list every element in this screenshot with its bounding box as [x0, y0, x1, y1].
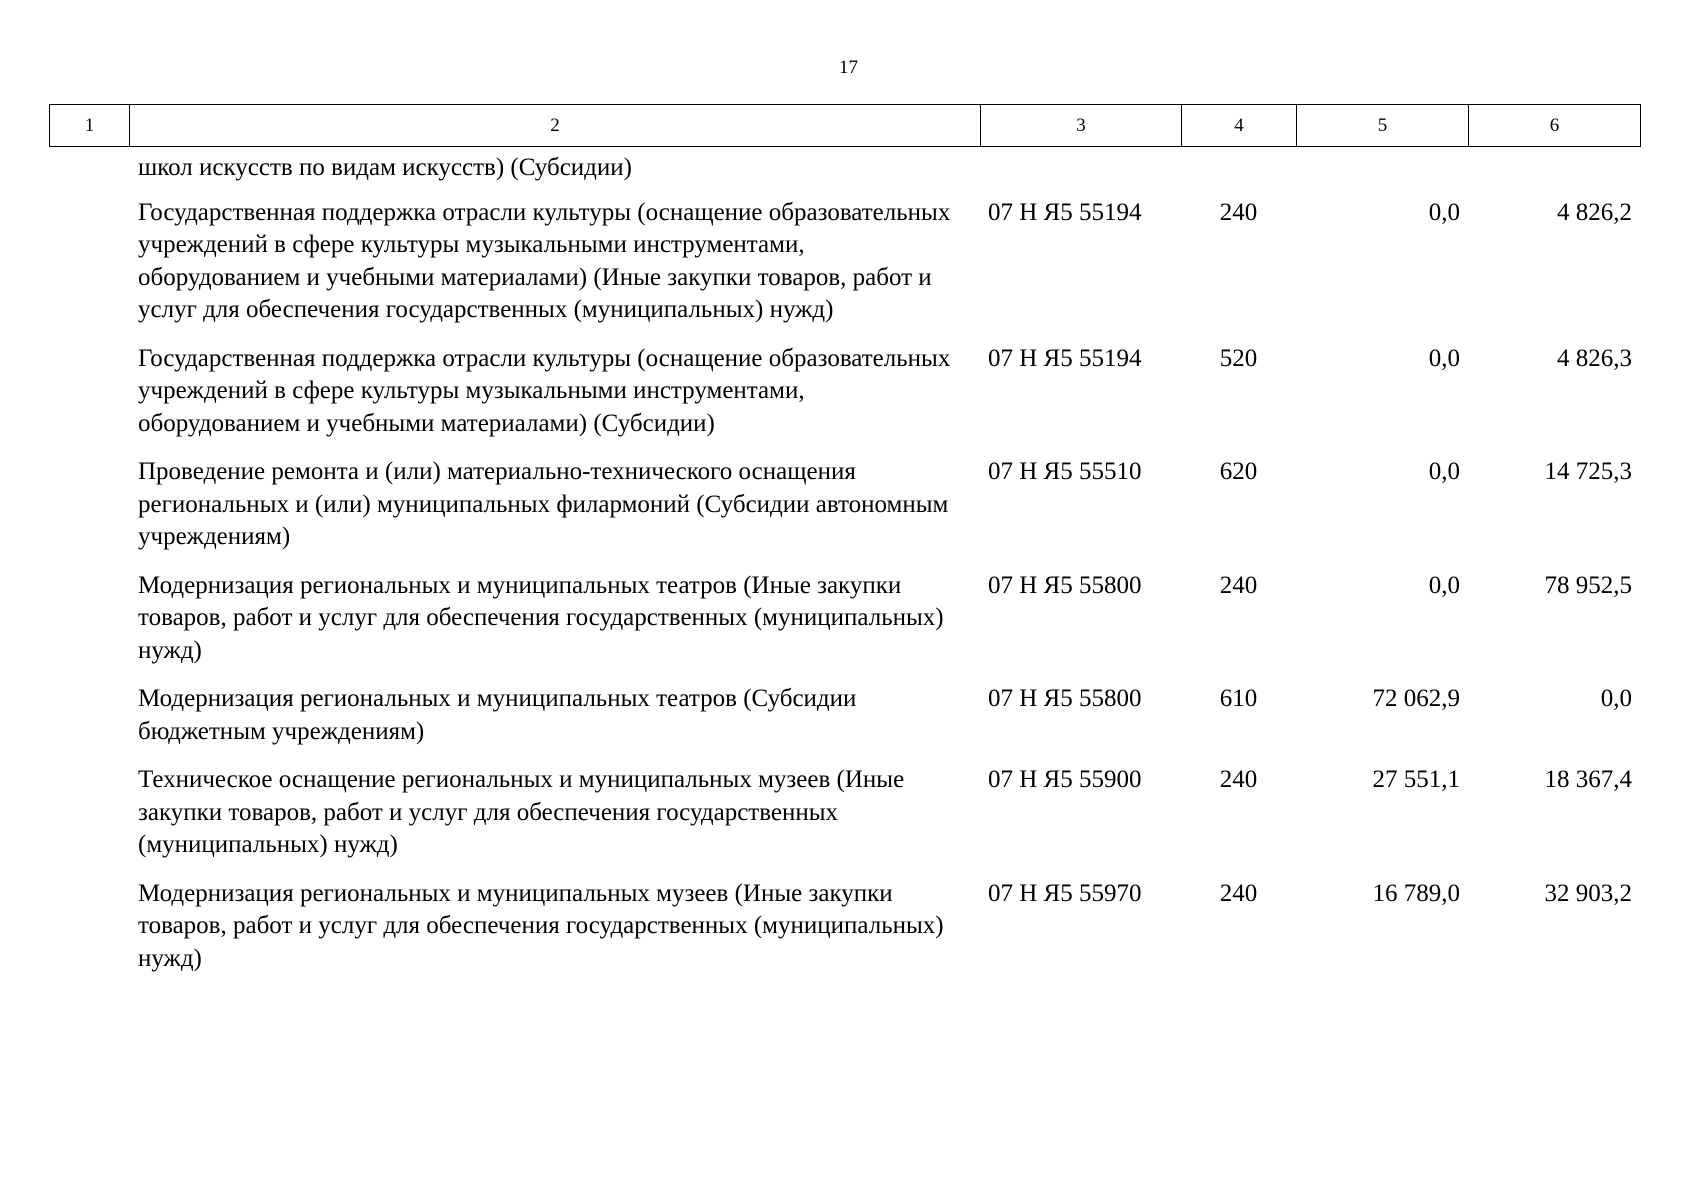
- continuation-text: школ искусств по видам искусств) (Субсидии): [138, 154, 632, 181]
- table-row: [49, 764, 1640, 878]
- row-target-code: 07 Н Я5 55510: [988, 458, 1142, 485]
- row-target-code: 07 Н Я5 55800: [988, 685, 1142, 712]
- row-expense-type: 240: [1219, 198, 1258, 226]
- row-target-code: 07 Н Я5 55194: [988, 344, 1142, 372]
- row-amount-col6: 0,0: [1600, 685, 1632, 712]
- header-row: [50, 105, 1641, 147]
- row-expense-type: 520: [1219, 344, 1258, 372]
- table-row: [49, 456, 1640, 570]
- row-amount-col6: 18 367,4: [1544, 766, 1632, 793]
- row-target-code: 07 Н Я5 55970: [988, 879, 1142, 907]
- budget-table: [49, 152, 1640, 991]
- row-amount-col5: 0,0: [1428, 198, 1460, 226]
- row-description: Модернизация региональных и муниципальных музеев (Иные закупки товаров, работ и услуг для обеспечения государственных (муниципальных) нужд): [138, 879, 944, 972]
- row-description: Техническое оснащение региональных и муниципальных музеев (Иные закупки товаров, работ и услуг для обеспечения государственных (муниципальных) нужд): [138, 766, 905, 858]
- row-amount-col6: 78 952,5: [1544, 571, 1632, 599]
- header-col-4: 4: [1182, 105, 1297, 147]
- row-description: Государственная поддержка отрасли культуры (оснащение образовательных учреждений в сфере культуры музыкальными инструментами, оборудованием и учебными материалами) (Субсидии): [138, 344, 951, 437]
- row-expense-type: 240: [1219, 571, 1258, 599]
- table-row: [49, 570, 1640, 684]
- row-amount-col6: 14 725,3: [1544, 458, 1632, 485]
- row-description: Модернизация региональных и муниципальных театров (Иные закупки товаров, работ и услуг для обеспечения государственных (муниципальных) нужд): [138, 571, 944, 664]
- table-row: [49, 683, 1640, 764]
- page-number: 17: [839, 57, 858, 78]
- header-col-1: 1: [50, 105, 130, 147]
- row-target-code: 07 Н Я5 55194: [988, 198, 1142, 226]
- row-amount-col5: 0,0: [1428, 344, 1460, 372]
- row-amount-col5: 16 789,0: [1372, 879, 1460, 907]
- table-row: [49, 197, 1640, 343]
- header-col-6: 6: [1469, 105, 1641, 147]
- row-amount-col5: 72 062,9: [1372, 685, 1460, 712]
- header-col-2: 2: [130, 105, 981, 147]
- table-row: [49, 343, 1640, 457]
- column-number-header: [49, 104, 1641, 147]
- row-amount-col6: 4 826,3: [1557, 344, 1632, 372]
- row-amount-col5: 0,0: [1428, 458, 1460, 485]
- continuation-row: [49, 152, 1640, 197]
- row-target-code: 07 Н Я5 55800: [988, 571, 1142, 599]
- row-expense-type: 620: [1219, 458, 1258, 485]
- row-expense-type: 240: [1219, 766, 1258, 793]
- header-col-5: 5: [1297, 105, 1469, 147]
- row-expense-type: 610: [1219, 685, 1258, 712]
- row-target-code: 07 Н Я5 55900: [988, 766, 1142, 793]
- row-amount-col6: 32 903,2: [1544, 879, 1632, 907]
- row-description: Модернизация региональных и муниципальных театров (Субсидии бюджетным учреждениям): [138, 685, 857, 745]
- row-amount-col6: 4 826,2: [1557, 198, 1632, 226]
- header-col-3: 3: [981, 105, 1182, 147]
- row-description: Проведение ремонта и (или) материально-технического оснащения региональных и (или) муниципальных филармоний (Субсидии автономным учреждениям): [138, 458, 949, 550]
- row-expense-type: 240: [1219, 879, 1258, 907]
- table-row: [49, 878, 1640, 992]
- row-amount-col5: 0,0: [1428, 571, 1460, 599]
- row-amount-col5: 27 551,1: [1372, 766, 1460, 793]
- row-description: Государственная поддержка отрасли культуры (оснащение образовательных учреждений в сфере культуры музыкальными инструментами, оборудованием и учебными материалами) (Иные закупки товаров, работ и услуг для обеспечения государственных (муниципальных) нужд): [138, 198, 951, 323]
